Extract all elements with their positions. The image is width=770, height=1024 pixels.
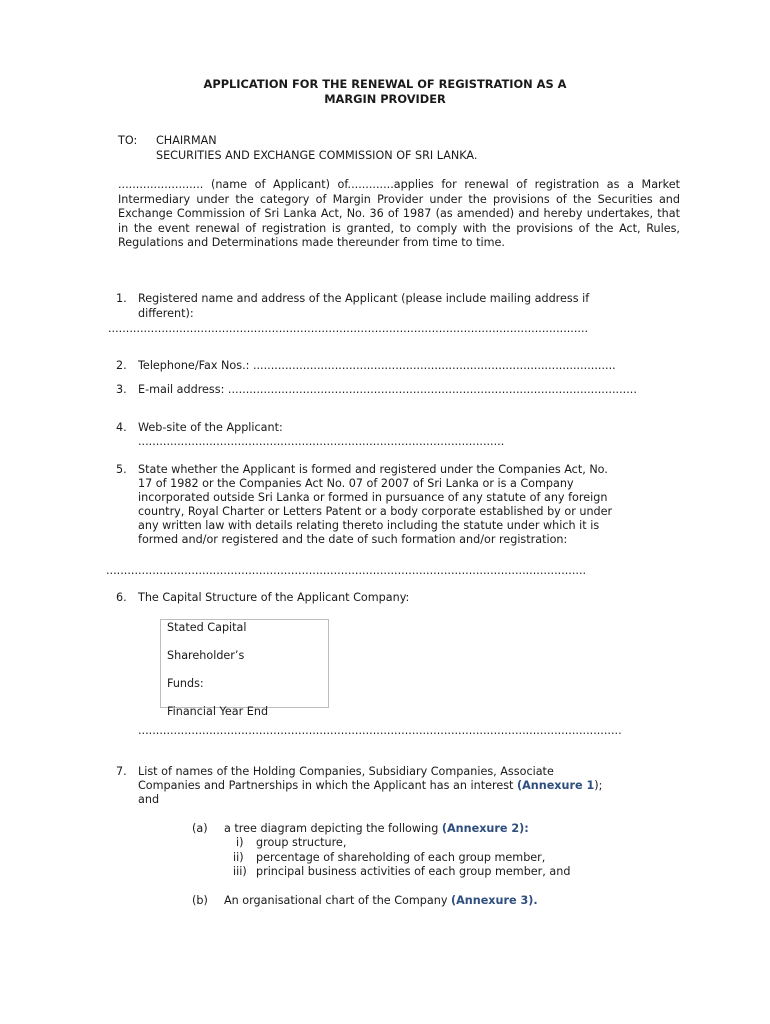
page-title-line2: MARGIN PROVIDER bbox=[324, 92, 446, 106]
annexure-1-ref: (Annexure 1 bbox=[517, 779, 595, 792]
financial-year-end-label: Financial Year End bbox=[167, 705, 269, 718]
item-1-line1: Registered name and address of the Applicant (please include mailing address if bbox=[138, 292, 590, 305]
page-title-line1: APPLICATION FOR THE RENEWAL OF REGISTRATION AS A bbox=[203, 77, 567, 91]
item-4-fill-line: ....................................................................................................... bbox=[138, 435, 505, 448]
sub-ii-text: percentage of shareholding of each group member, bbox=[256, 851, 546, 864]
item-4-number: 4. bbox=[116, 421, 127, 434]
item-5-line6: formed and/or registered and the date of such formation and/or registration: bbox=[138, 533, 568, 546]
item-1-number: 1. bbox=[116, 292, 127, 305]
item-7a-text bbox=[224, 822, 529, 837]
sub-i-number: i) bbox=[236, 836, 244, 849]
stated-capital-label: Stated Capital bbox=[167, 621, 247, 634]
sub-i-text: group structure, bbox=[256, 836, 347, 849]
item-7b-text bbox=[224, 894, 538, 909]
to-line2: SECURITIES AND EXCHANGE COMMISSION OF SRI LANKA. bbox=[156, 149, 478, 162]
item-5-line1: State whether the Applicant is formed and registered under the Companies Act, No. bbox=[138, 463, 608, 476]
intro-paragraph: ........................ (name of Applicant) of.............applies for renewal of registration as a Market Intermediary under the category of Margin Provider under the provisions of the Securities and Exchange Commission of Sri Lanka Act, No. 36 of 1987 (as amended) and hereby undertakes, that in the event renewal of registration is granted, to comply with the provisions of the Act, Rules, Regulations and Determinations made thereunder from time to time. bbox=[118, 178, 680, 250]
item-5-line3: incorporated outside Sri Lanka or formed in pursuance of any statute of any foreign bbox=[138, 491, 608, 504]
to-label: TO: bbox=[118, 134, 138, 147]
funds-label: Funds: bbox=[167, 677, 204, 690]
item-6-number: 6. bbox=[116, 591, 127, 604]
item-7-line2 bbox=[138, 779, 602, 794]
item-3-email: E-mail address: ................................................................................................................... bbox=[138, 383, 637, 396]
item-5-line5: any written law with details relating thereto including the statute under which it is bbox=[138, 519, 600, 532]
item-5-fill-line: ....................................................................................................................................... bbox=[106, 564, 587, 577]
item-4-website: Web-site of the Applicant: bbox=[138, 421, 283, 434]
sub-iii-text: principal business activities of each group member, and bbox=[256, 865, 571, 878]
to-line1: CHAIRMAN bbox=[156, 134, 217, 147]
annexure-3-ref: (Annexure 3). bbox=[451, 894, 538, 907]
item-3-number: 3. bbox=[116, 383, 127, 396]
item-2-number: 2. bbox=[116, 359, 127, 372]
item-7-number: 7. bbox=[116, 765, 127, 778]
item-7-line2-end: ); bbox=[594, 779, 603, 792]
item-7-line3: and bbox=[138, 793, 160, 806]
item-1-fill-line: ....................................................................................................................................... bbox=[108, 322, 589, 335]
sub-ii-number: ii) bbox=[233, 851, 244, 864]
item-7-line1: List of names of the Holding Companies, Subsidiary Companies, Associate bbox=[138, 765, 554, 778]
item-6-fill-line: ........................................................................................................................................ bbox=[138, 724, 622, 737]
shareholders-label: Shareholder’s bbox=[167, 649, 245, 662]
item-2-telephone: Telephone/Fax Nos.: ...................................................................................................... bbox=[138, 359, 616, 372]
item-7b-label: (b) bbox=[192, 894, 208, 907]
item-1-line2: different): bbox=[138, 307, 194, 320]
item-7b-desc: An organisational chart of the Company bbox=[224, 894, 452, 907]
item-5-line2: 17 of 1982 or the Companies Act No. 07 of 2007 of Sri Lanka or is a Company bbox=[138, 477, 574, 490]
item-5-line4: country, Royal Charter or Letters Patent or a body corporate established by or under bbox=[138, 505, 613, 518]
capital-structure-box bbox=[160, 619, 329, 718]
item-6-capital-structure: The Capital Structure of the Applicant Company: bbox=[138, 591, 410, 604]
annexure-2-ref: (Annexure 2): bbox=[441, 822, 529, 835]
item-7a-label: (a) bbox=[192, 822, 208, 835]
sub-iii-number: iii) bbox=[233, 865, 247, 878]
item-5-number: 5. bbox=[116, 463, 127, 476]
item-7a-desc: a tree diagram depicting the following bbox=[224, 822, 442, 835]
item-7-line2-text: Companies and Partnerships in which the Applicant has an interest bbox=[138, 779, 517, 792]
